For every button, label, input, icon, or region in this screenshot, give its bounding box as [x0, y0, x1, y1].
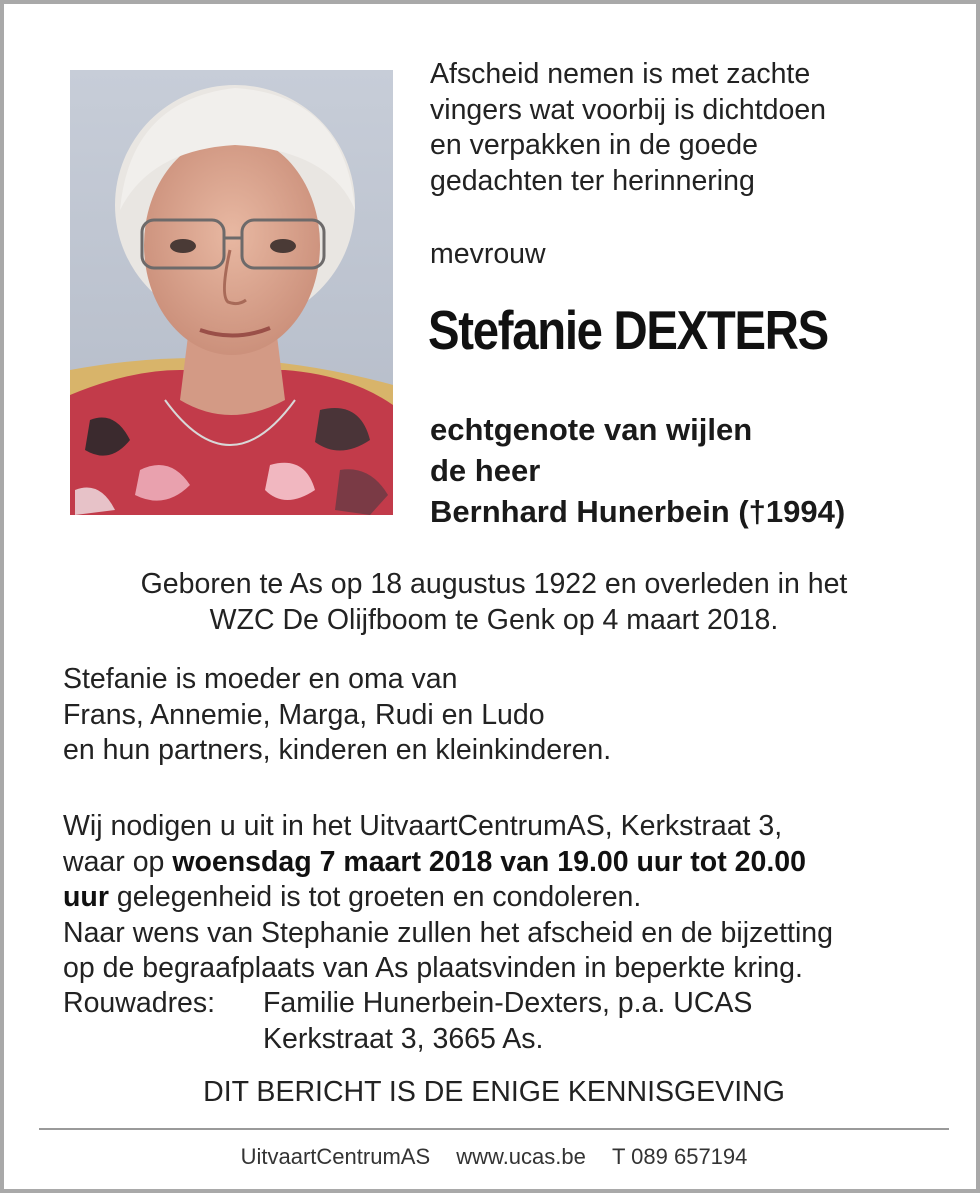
- address-label: Rouwadres:: [63, 987, 216, 1019]
- invitation-line: op de begraafplaats van As plaatsvinden in beperkte kring.: [63, 952, 803, 984]
- invitation-line: [63, 880, 943, 916]
- address-line: Kerkstraat 3, 3665 As.: [263, 1022, 544, 1055]
- poem: [430, 57, 950, 199]
- address-line: Familie Hunerbein-Dexters, p.a. UCAS: [263, 987, 753, 1019]
- poem-line: en verpakken in de goede: [430, 129, 759, 161]
- poem-line: vingers wat voorbij is dichtdoen: [430, 93, 827, 126]
- footer-company: UitvaartCentrumAS: [240, 1144, 431, 1169]
- birth-line: Geboren te As op 18 augustus 1922 en overleden in het: [140, 568, 848, 600]
- salutation: mevrouw: [430, 238, 546, 270]
- spouse-line: echtgenote van wijlen: [430, 412, 753, 447]
- invitation-line: Wij nodigen u uit in het UitvaartCentrumAS, Kerkstraat 3,: [63, 810, 783, 842]
- poem-line: gedachten ter herinnering: [430, 164, 755, 197]
- family-line: Frans, Annemie, Marga, Rudi en Ludo: [63, 698, 545, 731]
- invitation: [63, 809, 943, 987]
- family-line: en hun partners, kinderen en kleinkinderen.: [63, 734, 612, 766]
- invitation-line: [63, 845, 943, 881]
- poem-line: Afscheid nemen is met zachte: [430, 58, 811, 90]
- deceased-name: Stefanie DEXTERS: [428, 299, 828, 361]
- notice-text: DIT BERICHT IS DE ENIGE KENNISGEVING: [203, 1076, 785, 1108]
- spouse-line: Bernhard Hunerbein (†1994): [430, 494, 846, 529]
- footer-website[interactable]: www.ucas.be: [456, 1144, 586, 1169]
- divider: [39, 1128, 949, 1130]
- invitation-line: Naar wens van Stephanie zullen het afscheid en de bijzetting: [63, 916, 834, 949]
- portrait-photo: [70, 70, 393, 515]
- family-line: Stefanie is moeder en oma van: [63, 663, 458, 695]
- visitation-date-end: uur: [63, 881, 109, 913]
- family-info: [63, 662, 611, 769]
- footer-phone: T 089 657194: [612, 1144, 748, 1169]
- invitation-text: waar op: [63, 845, 173, 878]
- visitation-date: woensdag 7 maart 2018 van 19.00 uur tot 20.00: [172, 845, 806, 878]
- invitation-text: gelegenheid is tot groeten en condoleren.: [108, 881, 642, 913]
- spouse-info: [430, 409, 845, 532]
- spouse-line: de heer: [430, 453, 541, 488]
- death-line: WZC De Olijfboom te Genk op 4 maart 2018.: [209, 603, 779, 636]
- footer: [4, 1142, 980, 1172]
- birth-death-info: [44, 567, 944, 638]
